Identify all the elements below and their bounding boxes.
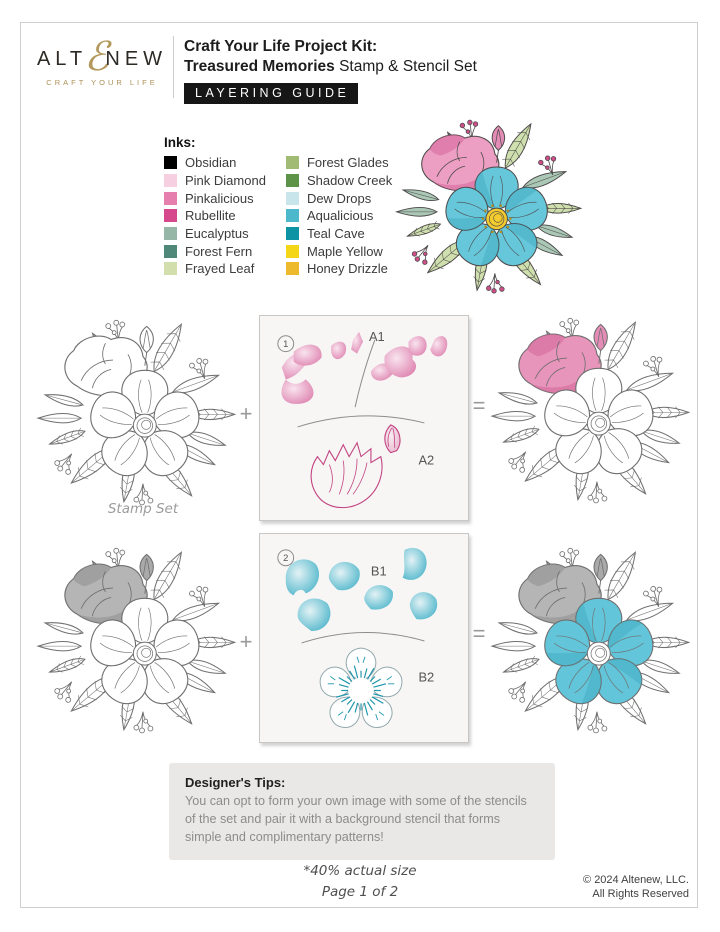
page-title-line2: [184, 57, 477, 77]
altenew-logo: [35, 34, 169, 87]
ink-swatch: [164, 174, 177, 187]
plus-sign-row2: +: [239, 629, 253, 654]
ink-name: Eucalyptus: [185, 226, 249, 242]
previous-step-image: [33, 545, 251, 737]
ink-swatch: [164, 192, 177, 205]
ink-legend-item: [164, 154, 266, 172]
ink-legend-item: [164, 225, 266, 243]
ink-name: Forest Glades: [306, 155, 389, 171]
ink-swatch: [286, 209, 299, 222]
stamp-set-lineart-image: [33, 317, 251, 509]
ink-swatch: [286, 156, 299, 169]
ink-name: Shadow Creek: [306, 173, 393, 189]
ink-name: Pink Diamond: [185, 173, 266, 189]
ink-name: Pinkalicious: [185, 190, 254, 206]
ink-swatch: [286, 262, 299, 275]
copyright-line2: All Rights Reserved: [592, 888, 689, 901]
logo-wordmark: [35, 34, 169, 80]
copyright-line1: © 2024 Altenew, LLC.: [583, 874, 689, 886]
ink-name: Frayed Leaf: [185, 261, 255, 277]
ink-swatch: [164, 227, 177, 240]
title-block: [184, 37, 477, 104]
scale-note: *40% actual size: [303, 863, 417, 879]
ink-name: Forest Fern: [185, 243, 253, 259]
ink-legend-item: [164, 189, 266, 207]
ink-column-1: [164, 154, 266, 278]
result-image-row1: [487, 315, 698, 507]
ink-columns: [164, 154, 392, 278]
inks-heading: Inks:: [164, 135, 196, 150]
designer-tips-box: [169, 763, 555, 860]
header-divider: [173, 36, 174, 98]
result-image-row2: [487, 545, 698, 737]
title-set-type: Stamp & Stencil Set: [334, 58, 477, 76]
stencil-panel-b: [259, 533, 469, 743]
ink-legend-item: [164, 207, 266, 225]
plus-sign-row1: +: [239, 401, 253, 426]
ink-name: Maple Yellow: [306, 243, 383, 259]
document-page: [20, 22, 698, 908]
ink-swatch: [286, 174, 299, 187]
ink-name: Rubellite: [185, 208, 236, 224]
ink-swatch: [286, 245, 299, 258]
layering-guide-badge: LAYERING GUIDE: [184, 83, 358, 104]
equals-sign-row2: =: [472, 621, 486, 646]
equals-sign-row1: =: [472, 393, 486, 418]
colored-bouquet-image: [373, 117, 615, 297]
logo-script-e-icon: ℰ: [84, 34, 109, 80]
ink-legend-item: [164, 172, 266, 190]
logo-text-end: NEW: [105, 48, 168, 70]
title-set-name: Treasured Memories: [184, 58, 335, 76]
svg-text:A2: A2: [418, 452, 435, 468]
svg-text:1: 1: [283, 338, 289, 350]
ink-legend-item: [164, 260, 266, 278]
ink-legend-item: [164, 242, 266, 260]
svg-text:2: 2: [283, 552, 289, 564]
tips-heading: Designer's Tips:: [185, 775, 286, 790]
ink-swatch: [164, 262, 177, 275]
logo-tagline: CRAFT YOUR LIFE: [46, 78, 158, 87]
ink-name: Teal Cave: [306, 226, 365, 242]
ink-swatch: [164, 245, 177, 258]
page-title-line1: Craft Your Life Project Kit:: [184, 38, 378, 55]
stamp-set-caption: Stamp Set: [107, 501, 179, 517]
tips-body: You can opt to form your own image with some of the stencils of the set and pair it with a background stencil that forms simple and complimentary patterns!: [185, 794, 527, 844]
page-number: Page 1 of 2: [321, 883, 399, 900]
ink-swatch: [164, 156, 177, 169]
stencil-panel-a: [259, 315, 469, 521]
svg-text:B1: B1: [370, 563, 387, 579]
ink-name: Obsidian: [185, 155, 237, 171]
footer-copyright: [583, 873, 689, 902]
inks-legend: [164, 135, 392, 278]
ink-swatch: [286, 227, 299, 240]
ink-swatch: [286, 192, 299, 205]
ink-name: Dew Drops: [306, 190, 372, 206]
ink-swatch: [164, 209, 177, 222]
svg-text:B2: B2: [418, 669, 435, 685]
logo-text-start: ALT: [36, 48, 88, 70]
svg-text:A1: A1: [368, 328, 385, 344]
ink-name: Honey Drizzle: [306, 261, 388, 277]
ink-name: Aqualicious: [306, 208, 374, 224]
